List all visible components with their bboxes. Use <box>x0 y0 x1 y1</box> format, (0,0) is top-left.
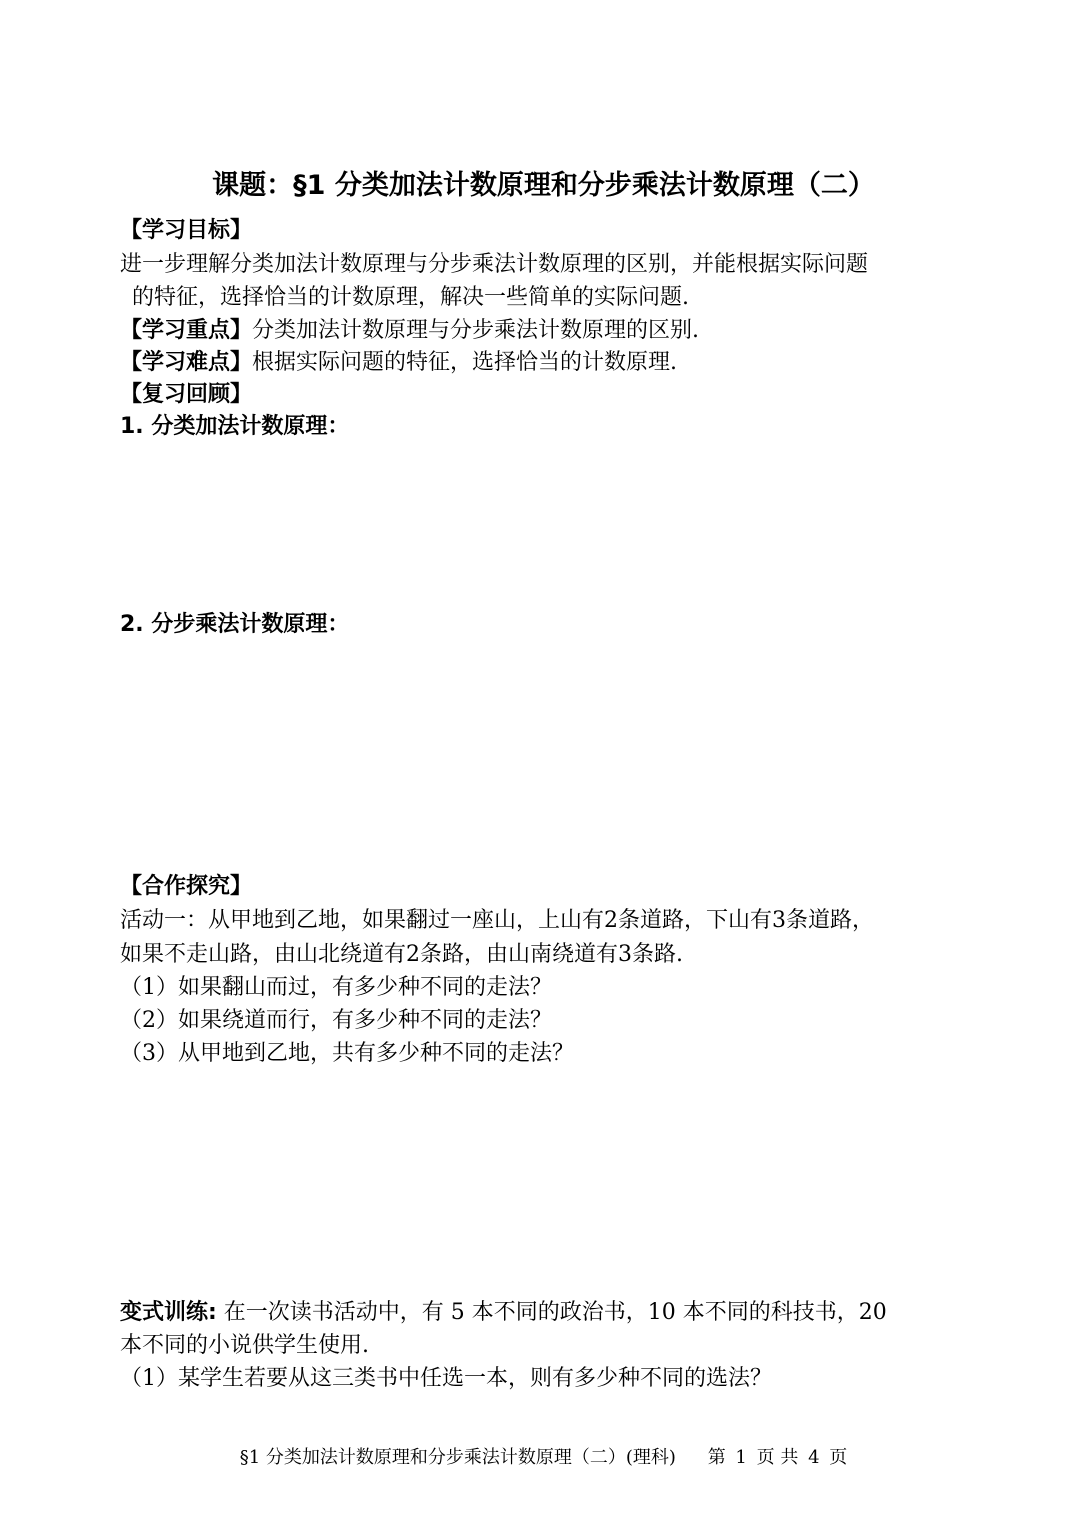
variant-label: 变式训练: <box>120 1300 217 1325</box>
explore-question-3: （3）从甲地到乙地，共有多少种不同的走法？ <box>120 1041 574 1066</box>
key-point-heading: 【学习重点】 <box>120 318 253 343</box>
explore-question-2: （2）如果绕道而行，有多少种不同的走法？ <box>120 1008 552 1033</box>
footer-page-current: 1 <box>735 1447 747 1468</box>
goals-line-2: 的特征，选择恰当的计数原理，解决一些简单的实际问题. <box>132 285 689 310</box>
variant-question-1: （1）某学生若要从这三类书中任选一本，则有多少种不同的选法？ <box>120 1366 772 1391</box>
footer-page-suffix: 页 <box>829 1447 848 1468</box>
variant-line-1: 在一次读书活动中，有 5 本不同的政治书，10 本不同的科技书，20 <box>216 1300 887 1325</box>
footer-page-total: 4 <box>808 1447 820 1468</box>
key-point-row <box>120 316 699 346</box>
explore-line-1: 活动一：从甲地到乙地，如果翻过一座山，上山有2条道路，下山有3条道路， <box>120 908 874 933</box>
review-heading: 【复习回顾】 <box>120 382 253 407</box>
explore-line-2: 如果不走山路，由山北绕道有2条路，由山南绕道有3条路. <box>120 942 683 967</box>
page-footer <box>0 1446 1087 1470</box>
explore-question-1: （1）如果翻山而过，有多少种不同的走法？ <box>120 975 552 1000</box>
footer-page-mid: 页 共 <box>756 1447 799 1468</box>
difficulty-text: 根据实际问题的特征，选择恰当的计数原理. <box>252 350 678 375</box>
goals-heading: 【学习目标】 <box>120 218 253 243</box>
variant-row <box>120 1298 887 1328</box>
difficulty-row <box>120 348 677 378</box>
page-title: 课题：§1 分类加法计数原理和分步乘法计数原理（二） <box>212 170 875 201</box>
review-item-2: 2. 分步乘法计数原理： <box>120 612 350 637</box>
key-point-text: 分类加法计数原理与分步乘法计数原理的区别. <box>252 318 700 343</box>
variant-line-2: 本不同的小说供学生使用. <box>120 1333 369 1358</box>
explore-heading: 【合作探究】 <box>120 874 253 899</box>
goals-line-1: 进一步理解分类加法计数原理与分步乘法计数原理的区别，并能根据实际问题 <box>120 252 869 277</box>
footer-page-prefix: 第 <box>707 1447 726 1468</box>
difficulty-heading: 【学习难点】 <box>120 350 253 375</box>
footer-title: §1 分类加法计数原理和分步乘法计数原理（二）(理科) <box>239 1447 676 1468</box>
review-item-1: 1. 分类加法计数原理： <box>120 414 350 439</box>
